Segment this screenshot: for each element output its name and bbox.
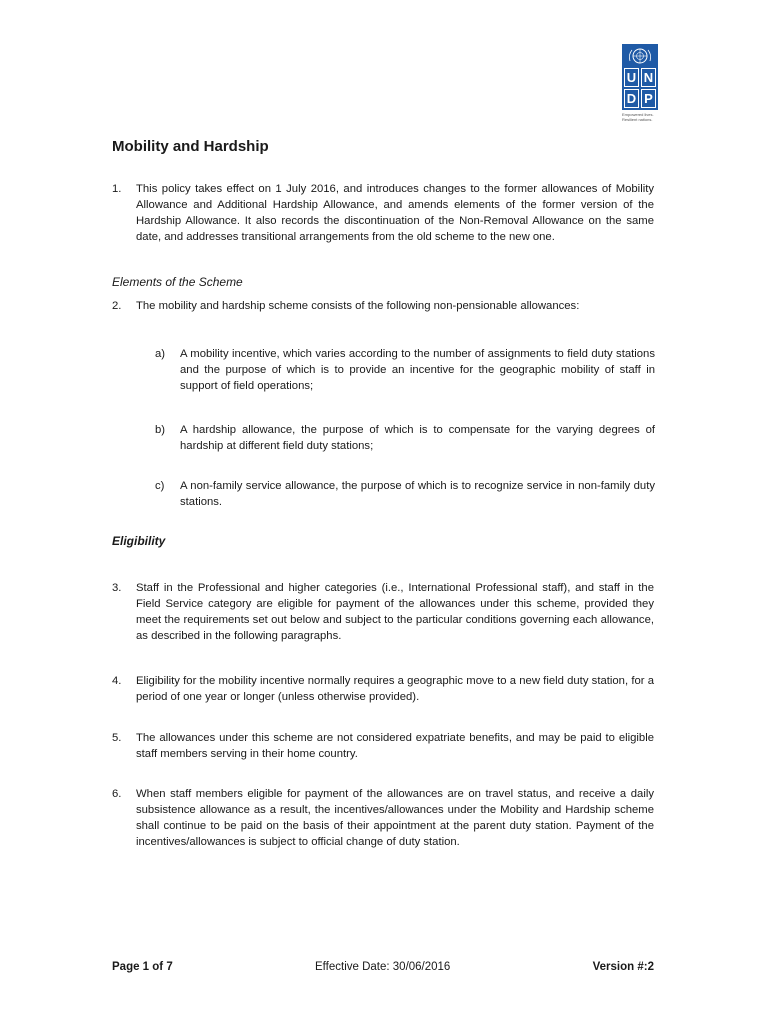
paragraph-number: 1. bbox=[112, 183, 122, 195]
list-item-a bbox=[155, 346, 655, 394]
section-heading-eligibility: Eligibility bbox=[112, 534, 166, 548]
logo-box bbox=[622, 44, 658, 110]
logo-letter: D bbox=[624, 89, 639, 108]
paragraph-text: The mobility and hardship scheme consists of the following non-pensionable allowances: bbox=[136, 300, 580, 312]
section-heading-elements: Elements of the Scheme bbox=[112, 275, 243, 289]
paragraph-text: The allowances under this scheme are not considered expatriate benefits, and may be paid to eligible staff members serving in their home country. bbox=[136, 732, 654, 760]
paragraph-number: 5. bbox=[112, 732, 122, 744]
paragraph-number: 3. bbox=[112, 582, 122, 594]
effective-date: Effective Date: 30/06/2016 bbox=[315, 961, 451, 973]
list-item-text: A hardship allowance, the purpose of which is to compensate for the varying degrees of hardship at different field duty stations; bbox=[180, 424, 655, 452]
paragraph-text: When staff members eligible for payment of the allowances are on travel status, and receive a daily subsistence allowance as a result, the incentives/allowances under the Mobility and Hardship scheme shall continue to be paid on the basis of their appointment at the parent duty station. Payment of the incentives/allowances is subject to official change of duty station. bbox=[136, 788, 654, 848]
list-item-marker: c) bbox=[155, 480, 165, 492]
page-footer bbox=[112, 961, 654, 973]
paragraph-text: Eligibility for the mobility incentive normally requires a geographic move to a new field duty station, for a period of one year or longer (unless otherwise provided). bbox=[136, 675, 654, 703]
list-item-marker: a) bbox=[155, 348, 166, 360]
paragraph-4 bbox=[112, 673, 654, 705]
version-number: Version #:2 bbox=[592, 961, 654, 973]
list-item-b bbox=[155, 422, 655, 454]
list-item-text: A mobility incentive, which varies according to the number of assignments to field duty stations and the purpose of which is to provide an incentive for the geographic mobility of staff in support of field operations; bbox=[180, 348, 655, 392]
list-item-text: A non-family service allowance, the purpose of which is to recognize service in non-family duty stations. bbox=[180, 480, 655, 508]
undp-logo bbox=[622, 44, 658, 122]
paragraph-6 bbox=[112, 786, 654, 850]
paragraph-text: This policy takes effect on 1 July 2016, and introduces changes to the former allowances of Mobility Allowance and Additional Hardship Allowance, and amends elements of the former version of the Hardship Allowance. It also records the discontinuation of the Non-Removal Allowance on the same date, and addresses transitional arrangements from the old scheme to the new one. bbox=[136, 183, 654, 243]
logo-letter: N bbox=[641, 68, 656, 87]
paragraph-number: 2. bbox=[112, 300, 122, 312]
paragraph-5 bbox=[112, 730, 654, 762]
logo-tagline: Empowered lives. Resilient nations. bbox=[622, 112, 654, 122]
logo-letter: U bbox=[624, 68, 639, 87]
list-item-marker: b) bbox=[155, 424, 166, 436]
paragraph-text: Staff in the Professional and higher categories (i.e., International Professional staff), and staff in the Field Service category are eligible for payment of the allowances under this scheme, provided they meet the requirements set out below and subject to the particular conditions governing each allowance, as described in the following paragraphs. bbox=[136, 582, 654, 642]
logo-letters bbox=[624, 68, 656, 108]
paragraph-2 bbox=[112, 298, 654, 314]
logo-letter: P bbox=[641, 89, 656, 108]
paragraph-number: 4. bbox=[112, 675, 122, 687]
paragraph-number: 6. bbox=[112, 788, 122, 800]
list-item-c bbox=[155, 478, 655, 510]
un-emblem-icon bbox=[626, 47, 654, 65]
page-title: Mobility and Hardship bbox=[112, 138, 269, 155]
paragraph-3 bbox=[112, 580, 654, 644]
paragraph-1 bbox=[112, 181, 654, 245]
page-number: Page 1 of 7 bbox=[112, 961, 173, 973]
